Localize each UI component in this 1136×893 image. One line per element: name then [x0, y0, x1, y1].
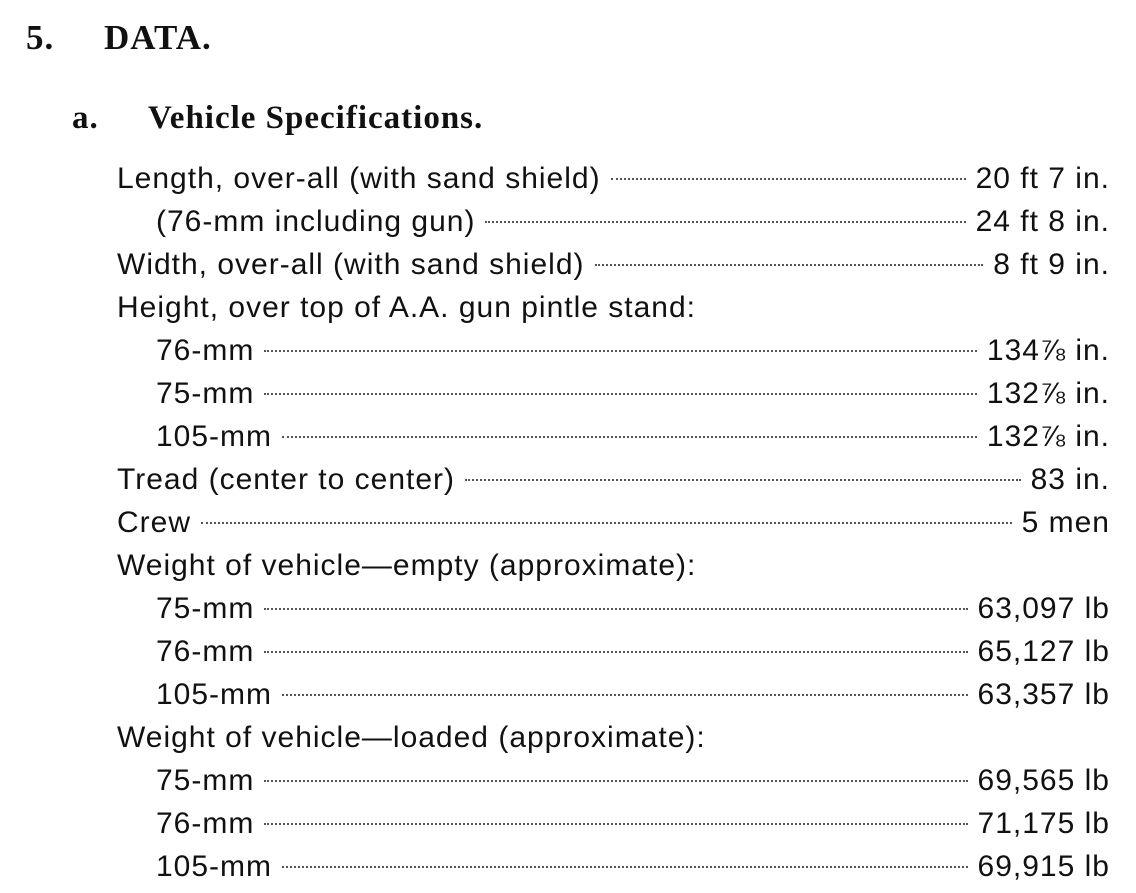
spec-value: 134⅞ in. — [986, 334, 1110, 367]
spec-label: 76-mm — [156, 334, 255, 367]
spec-value: 69,915 lb — [977, 850, 1110, 883]
subsection-heading — [72, 100, 483, 137]
dot-leader — [465, 479, 1021, 481]
spec-value: 65,127 lb — [977, 635, 1110, 668]
subsection-title: Vehicle Specifications. — [148, 100, 484, 136]
spec-row — [0, 162, 1136, 205]
spec-row — [0, 764, 1136, 807]
spec-group-label: Weight of vehicle—empty (approximate): — [117, 549, 697, 582]
spec-group-label: Weight of vehicle—loaded (approximate): — [117, 721, 706, 754]
spec-value: 24 ft 8 in. — [975, 205, 1110, 238]
spec-label: 75-mm — [156, 592, 255, 625]
spec-label: 76-mm — [156, 635, 255, 668]
spec-label: 105-mm — [156, 850, 273, 883]
spec-label: 105-mm — [156, 678, 273, 711]
section-number: 5. — [26, 18, 55, 57]
dot-leader — [264, 780, 967, 782]
spec-group-label: Height, over top of A.A. gun pintle stand: — [117, 291, 697, 324]
spec-label: Tread (center to center) — [117, 463, 456, 496]
spec-value: 8 ft 9 in. — [993, 248, 1110, 281]
spec-row — [0, 334, 1136, 377]
dot-leader — [201, 522, 1012, 524]
spec-label: 75-mm — [156, 764, 255, 797]
spec-group-heading — [0, 291, 1136, 334]
spec-row — [0, 592, 1136, 635]
spec-value: 132⅞ in. — [986, 420, 1110, 453]
section-title: DATA. — [104, 18, 212, 57]
spec-row — [0, 850, 1136, 893]
spec-value: 132⅞ in. — [986, 377, 1110, 410]
spec-row — [0, 420, 1136, 463]
spec-row — [0, 635, 1136, 678]
spec-value: 63,357 lb — [977, 678, 1110, 711]
dot-leader — [282, 866, 968, 868]
section-heading — [26, 18, 212, 58]
spec-row — [0, 807, 1136, 850]
dot-leader — [611, 178, 966, 180]
spec-value: 63,097 lb — [977, 592, 1110, 625]
dot-leader — [282, 436, 977, 438]
spec-value: 5 men — [1021, 506, 1110, 539]
dot-leader — [282, 694, 968, 696]
spec-label: 105-mm — [156, 420, 273, 453]
dot-leader — [264, 651, 967, 653]
dot-leader — [485, 221, 965, 223]
spec-row — [0, 377, 1136, 420]
spec-label: Length, over-all (with sand shield) — [117, 162, 601, 195]
spec-row — [0, 205, 1136, 248]
spec-row — [0, 248, 1136, 291]
dot-leader — [264, 823, 967, 825]
subsection-letter: a. — [72, 100, 99, 136]
spec-row — [0, 506, 1136, 549]
dot-leader — [264, 608, 967, 610]
spec-label: (76-mm including gun) — [156, 205, 476, 238]
spec-label: 76-mm — [156, 807, 255, 840]
spec-label: Crew — [117, 506, 192, 539]
spec-group-heading — [0, 721, 1136, 764]
spec-label: 75-mm — [156, 377, 255, 410]
dot-leader — [595, 264, 984, 266]
dot-leader — [264, 350, 977, 352]
spec-value: 20 ft 7 in. — [975, 162, 1110, 195]
spec-value: 71,175 lb — [977, 807, 1110, 840]
specification-list — [0, 162, 1136, 893]
spec-group-heading — [0, 549, 1136, 592]
spec-label: Width, over-all (with sand shield) — [117, 248, 585, 281]
spec-row — [0, 463, 1136, 506]
spec-row — [0, 678, 1136, 721]
spec-value: 83 in. — [1030, 463, 1110, 496]
spec-value: 69,565 lb — [977, 764, 1110, 797]
dot-leader — [264, 393, 977, 395]
